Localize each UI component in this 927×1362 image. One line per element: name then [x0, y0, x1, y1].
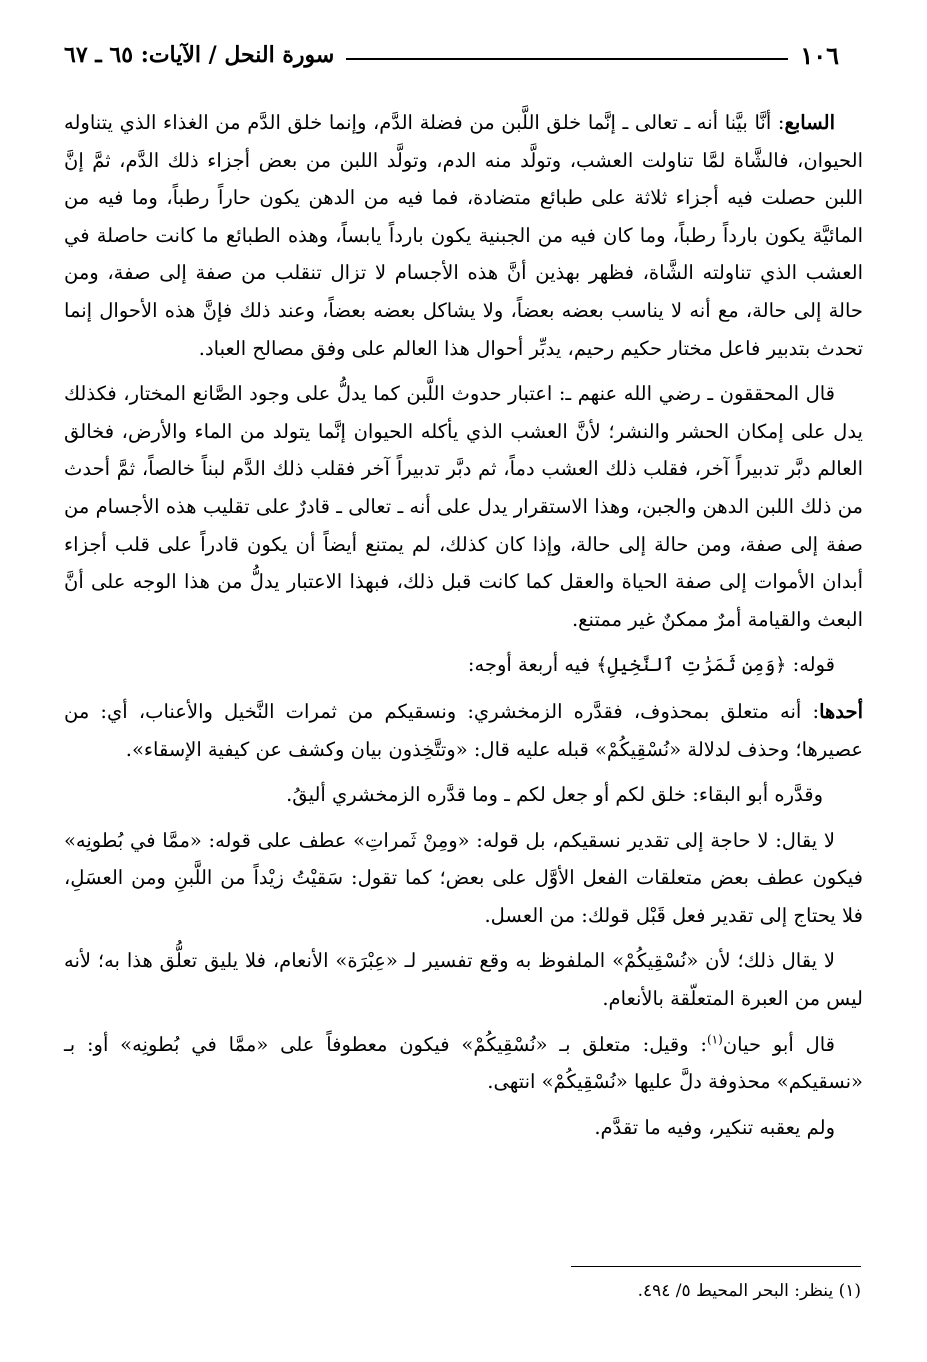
paragraph-abu-baqa — [64, 776, 863, 814]
paragraph-closing — [64, 1109, 863, 1147]
paragraph-seventh — [64, 104, 863, 367]
paragraph-text: وقدَّره أبو البقاء: خلق لكم أو جعل لكم ـ وما قدَّره الزمخشري أليقُ. — [286, 783, 823, 807]
quote-suffix: فيه أربعة أوجه: — [467, 653, 590, 677]
abu-hayyan-after: : وقيل: متعلق بـ «نُسْقِيكُمْ» فيكون معطوفاً على «ممَّا في بُطونِه» أو: بـ «نسقيكم» محذوفة دلَّ عليها «نُسْقِيكُمْ» انتهى. — [64, 1032, 863, 1094]
paragraph-abu-hayyan — [64, 1026, 863, 1101]
abu-hayyan-before: قال أبو حيان — [722, 1032, 835, 1056]
paragraph-text: لا يقال ذلك؛ لأن «نُسْقِيكُمْ» الملفوظ به وقع تفسير لـ «عِبْرَة» الأنعام، فلا يليق تعلُّق هذا به؛ لأنه ليس من العبرة المتعلّقة بالأنعام. — [64, 949, 863, 1011]
paragraph-text: : أنَّا بيَّنا أنه ـ تعالى ـ إنَّما خلق اللَّبن من فضلة الدَّم، وإنما خلق الدَّم من الغذاء الذي يتناوله الحيوان، فالشَّاة لمَّا تناولت العشب، وتولَّد منه الدم، وتولَّد اللبن من بعض أجزاء ذلك الدَّم، ثمَّ إنَّ اللبن حصلت فيه أجزاء ثلاثة على طبائع متضادة، فما فيه من الدهن يكون حاراً رطباً، وما فيه من المائيَّة يكون بارداً رطباً، وما كان فيه من الجبنية يكون بارداً يابساً، وهذه الطبائع ما كانت حاصلة في العشب الذي تناولته الشَّاة، فظهر بهذين أنَّ هذه الأجسام لا تزال تنقلب من صفة إلى صفة، ومن حالة إلى حالة، مع أنه لا يناسب بعضه بعضاً، ولا يشاكل بعضه بعضاً، وعند ذلك فإنَّ هذه الأحوال إنما تحدث بتدبير فاعل مختار حكيم رحيم، يدبِّر أحوال هذا العالم على وفق مصالح العباد. — [64, 111, 863, 360]
paragraph-objection — [64, 822, 863, 935]
paragraph-text: : أنه متعلق بمحذوف، فقدَّره الزمخشري: ونسقيكم من ثمرات النَّخيل والأعناب، أي: من عصيرها؛ وحذف لدلالة «نُسْقِيكُمْ» قبله عليه قال: «وتتَّخِذون بيان وكشف عن كيفية الإسقاء». — [64, 699, 863, 761]
paragraph-lead: أحدها — [819, 699, 863, 723]
footnote-divider — [571, 1266, 861, 1267]
quote-prefix: قوله: — [792, 653, 835, 677]
paragraph-first-aspect — [64, 693, 863, 768]
paragraph-lead: السابع — [784, 111, 835, 134]
header-rule — [346, 58, 788, 60]
paragraph-reply — [64, 942, 863, 1017]
paragraph-muhaqqiqun — [64, 375, 863, 638]
quran-verse: ﴿وَمِن ثَمَرَٰتِ ٱلنَّخِيلِ﴾ — [596, 654, 787, 677]
running-title: سورة النحل / الآيات: ٦٥ ـ ٦٧ — [64, 42, 335, 68]
page-body — [64, 104, 863, 1154]
quran-quote-line — [64, 646, 863, 685]
paragraph-text: ولم يعقبه تنكير، وفيه ما تقدَّم. — [594, 1115, 835, 1139]
footnote-reference[interactable]: (١) — [706, 1032, 723, 1047]
page-header — [64, 38, 839, 72]
footnote: (١) ينظر: البحر المحيط ٥/ ٤٩٤. — [637, 1281, 861, 1301]
page-number: ١٠٦ — [800, 40, 839, 70]
paragraph-text: لا يقال: لا حاجة إلى تقدير نسقيكم، بل قوله: «ومِنْ ثَمراتِ» عطف على قوله: «ممَّا في بُطونِه» فيكون عطف بعض متعلقات الفعل الأوَّل على بعض؛ كما تقول: سَقيْتُ زيْداً من اللَّبنِ ومن العسَلِ، فلا يحتاج إلى تقدير فعل قَبْل قولك: من العسل. — [64, 828, 863, 927]
paragraph-text: قال المحققون ـ رضي الله عنهم ـ: اعتبار حدوث اللَّبن كما يدلُّ على وجود الصَّانع المختار، فكذلك يدل على إمكان الحشر والنشر؛ لأنَّ العشب الذي يأكله الحيوان إنَّما يتولد من الماء والأرض، فخالق العالم دبَّر تدبيراً آخر، فقلب ذلك العشب دماً، ثم دبَّر تدبيراً آخر فقلب ذلك الدَّم لبناً خالصاً، ثمَّ أحدث من ذلك اللبن الدهن والجبن، وهذا الاستقرار يدل على أنه ـ تعالى ـ قادرٌ على تقليب هذه الأجسام من صفة إلى صفة، ومن حالة إلى حالة، وإذا كان كذلك، لم يمتنع أيضاً أن يكون قادراً على قلب أجزاء أبدان الأموات إلى صفة الحياة والعقل كما كانت قبل ذلك، فبهذا الاعتبار يدلُّ من هذا الوجه على أنَّ البعث والقيامة أمرٌ ممكنٌ غير ممتنع. — [64, 382, 863, 631]
